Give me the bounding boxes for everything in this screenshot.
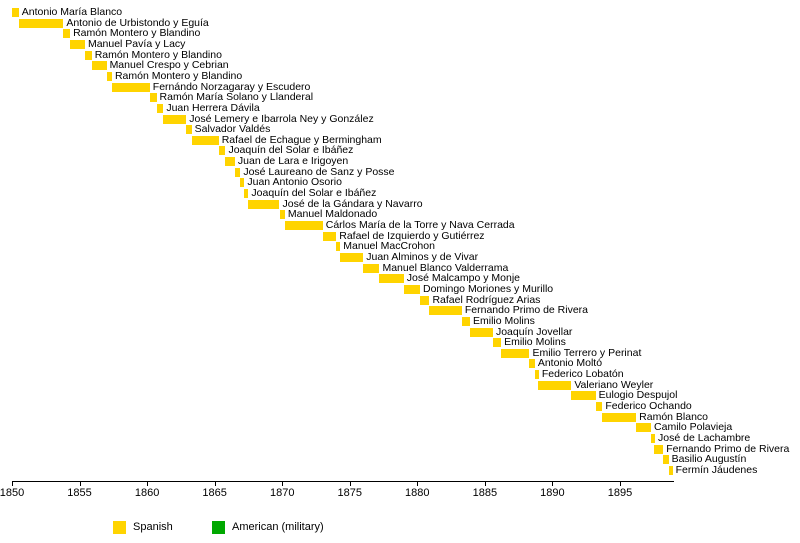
timeline-bar-label: José Malcampo y Monje	[406, 272, 520, 285]
timeline-bar	[404, 285, 420, 294]
timeline-bar	[92, 61, 107, 70]
timeline-bar	[192, 136, 219, 145]
timeline-bar	[280, 210, 285, 219]
timeline-bar-label: Salvador Valdés	[194, 123, 271, 136]
chart-x-axis	[0, 481, 800, 511]
timeline-bar-label: Federico Lobatón	[541, 368, 624, 381]
timeline-bar-label: Joaquín Jovellar	[495, 325, 573, 338]
timeline-bar	[538, 381, 572, 390]
timeline-bar-row	[0, 325, 800, 339]
timeline-bar-label: Domingo Moriones y Murillo	[423, 282, 554, 295]
timeline-bar-label: Antonio Moltó	[537, 357, 603, 370]
timeline-bar-label: Fernándo Norzagaray y Escudero	[152, 80, 311, 93]
timeline-bar-row	[0, 112, 800, 126]
axis-tick	[485, 481, 486, 486]
axis-tick-label: 1885	[472, 487, 498, 499]
axis-tick	[215, 481, 216, 486]
timeline-bar	[470, 328, 493, 337]
timeline-bar-label: Ramón Montero y Blandino	[73, 27, 201, 40]
axis-tick	[12, 481, 13, 486]
timeline-bar-label: Rafael de Echague y Bermingham	[221, 133, 382, 146]
timeline-bar-row	[0, 197, 800, 211]
axis-tick-label: 1855	[67, 487, 92, 499]
axis-tick	[417, 481, 418, 486]
timeline-bar	[240, 178, 244, 187]
timeline-bar	[462, 317, 470, 326]
timeline-bar	[336, 242, 340, 251]
timeline-bar-row	[0, 93, 800, 104]
timeline-bar	[420, 296, 429, 305]
legend-item	[212, 519, 324, 535]
timeline-bar	[636, 423, 651, 432]
timeline-bar-label: Emilio Molins	[504, 336, 566, 349]
timeline-bar-label: José de la Gándara y Navarro	[282, 197, 423, 210]
timeline-bar	[235, 168, 240, 177]
timeline-bar	[663, 455, 668, 464]
timeline-bar	[225, 157, 234, 166]
timeline-bar-label: Emilio Molins	[472, 314, 535, 327]
timeline-bar	[596, 402, 603, 411]
legend-label: American (military)	[232, 521, 324, 533]
timeline-bar-label: Antonio de Urbistondo y Eguía	[66, 16, 209, 29]
timeline-bar-label: José Laureano de Sanz y Posse	[243, 165, 395, 178]
timeline-bar-row	[0, 261, 800, 275]
timeline-bar-row	[0, 346, 800, 360]
axis-tick-label: 1895	[607, 487, 633, 499]
timeline-bar	[163, 115, 186, 124]
axis-tick	[350, 481, 351, 486]
timeline-bar-row	[0, 293, 800, 307]
timeline-bar-row	[0, 378, 800, 392]
timeline-bar	[651, 434, 655, 443]
timeline-bar	[379, 274, 403, 283]
timeline-bar-row	[0, 133, 800, 147]
timeline-bar	[571, 391, 595, 400]
timeline-bar-label: Juan Alminos y de Vivar	[366, 250, 479, 263]
timeline-bar-label: José Lemery e Ibarrola Ney y González	[189, 112, 374, 125]
axis-tick	[282, 481, 283, 486]
timeline-bar-label: Manuel Crespo y Cebrian	[109, 59, 229, 72]
timeline-bar-label: Juan Herrera Dávila	[166, 101, 260, 114]
timeline-bar-label: Fernando Primo de Rivera	[666, 442, 790, 455]
timeline-bar-row	[0, 463, 800, 477]
timeline-bar-row	[0, 274, 800, 285]
timeline-bar	[248, 200, 279, 209]
axis-tick	[147, 481, 148, 486]
timeline-bar	[85, 51, 92, 60]
legend-swatch	[212, 521, 225, 534]
timeline-bar-row	[0, 69, 800, 83]
timeline-bar-label: Manuel MacCrohon	[343, 240, 435, 253]
axis-tick-label: 1890	[540, 487, 565, 499]
timeline-bar-label: Basilio Augustín	[671, 453, 747, 466]
timeline-bar-label: Rafael Rodríguez Arias	[432, 293, 541, 306]
timeline-bar	[654, 445, 663, 454]
axis-line	[12, 481, 674, 482]
timeline-bar-row	[0, 80, 800, 94]
timeline-bar-label: Fermín Jáudenes	[675, 463, 758, 476]
timeline-bar-row	[0, 282, 800, 296]
legend-item	[113, 519, 173, 535]
timeline-bar	[19, 19, 64, 28]
timeline-bar-label: Manuel Blanco Valderrama	[382, 261, 509, 274]
timeline-bar	[244, 189, 248, 198]
timeline-bar	[535, 370, 539, 379]
axis-tick-label: 1850	[0, 487, 25, 499]
legend-label: Spanish	[133, 521, 173, 533]
timeline-bar-label: Manuel Pavía y Lacy	[87, 37, 186, 50]
timeline-bar	[12, 8, 19, 17]
timeline-bar-row	[0, 306, 800, 317]
timeline-bar	[285, 221, 323, 230]
axis-tick	[620, 481, 621, 486]
timeline-bar-label: Juan Antonio Osorio	[247, 176, 342, 189]
timeline-bar-label: Eulogio Despujol	[598, 389, 678, 402]
timeline-bar	[112, 83, 150, 92]
timeline-bar	[323, 232, 337, 241]
timeline-bar	[63, 29, 70, 38]
timeline-bar	[429, 306, 461, 315]
timeline-bar	[501, 349, 529, 358]
timeline-bar-label: Joaquín del Solar e Ibáñez	[228, 144, 354, 157]
timeline-bar-row	[0, 370, 800, 381]
timeline-bar-row	[0, 125, 800, 136]
timeline-bar	[363, 264, 379, 273]
timeline-bar	[669, 466, 673, 475]
timeline-bar-row	[0, 314, 800, 328]
axis-tick	[80, 481, 81, 486]
axis-tick-label: 1860	[134, 487, 160, 499]
timeline-bar-row	[0, 359, 800, 370]
timeline-bar-label: Rafael de Izquierdo y Gutiérrez	[339, 229, 485, 242]
timeline-bar-row	[0, 157, 800, 168]
timeline-bar	[219, 146, 226, 155]
timeline-bar	[157, 104, 164, 113]
timeline-bar	[493, 338, 501, 347]
timeline-bar-label: José de Lachambre	[658, 432, 751, 444]
chart-legend	[0, 515, 800, 539]
timeline-bar-label: Fernando Primo de Rivera	[464, 304, 589, 317]
timeline-bar	[602, 413, 636, 422]
axis-tick-label: 1880	[405, 487, 430, 499]
timeline-bar-label: Camilo Polavieja	[654, 421, 733, 434]
timeline-bar-label: Federico Ochando	[605, 400, 692, 413]
timeline-bar-label: Ramón Montero y Blandino	[94, 48, 222, 61]
timeline-bar	[186, 125, 191, 134]
timeline-bar-row	[0, 338, 800, 349]
timeline-bar-row	[0, 101, 800, 115]
timeline-bar-label: Manuel Maldonado	[287, 208, 378, 221]
timeline-bar-label: Ramón María Solano y Llanderal	[159, 91, 314, 104]
axis-tick-label: 1865	[202, 487, 227, 499]
timeline-bar	[107, 72, 112, 81]
timeline-bar	[70, 40, 85, 49]
timeline-bar-label: Juan de Lara e Irigoyen	[237, 155, 349, 168]
timeline-bar-label: Cárlos María de la Torre y Nava Cerrada	[325, 219, 515, 231]
timeline-bar-row	[0, 165, 800, 179]
axis-tick	[552, 481, 553, 486]
axis-tick-label: 1875	[337, 487, 362, 499]
timeline-bar-label: Emilio Terrero y Perinat	[532, 346, 642, 359]
timeline-bar-row	[0, 178, 800, 189]
timeline-bar-row	[0, 146, 800, 157]
timeline-bar	[529, 359, 534, 368]
axis-tick-label: 1870	[269, 487, 295, 499]
timeline-bar-label: Antonio María Blanco	[21, 6, 123, 18]
timeline-bar	[150, 93, 157, 102]
legend-swatch	[113, 521, 126, 534]
timeline-bar-label: Valeriano Weyler	[574, 378, 654, 391]
timeline-bar	[340, 253, 363, 262]
timeline-bar-label: Ramón Blanco	[639, 410, 709, 423]
timeline-bar-label: Ramón Montero y Blandino	[114, 69, 243, 82]
timeline-bar-label: Joaquín del Solar e Ibáñez	[251, 187, 377, 200]
